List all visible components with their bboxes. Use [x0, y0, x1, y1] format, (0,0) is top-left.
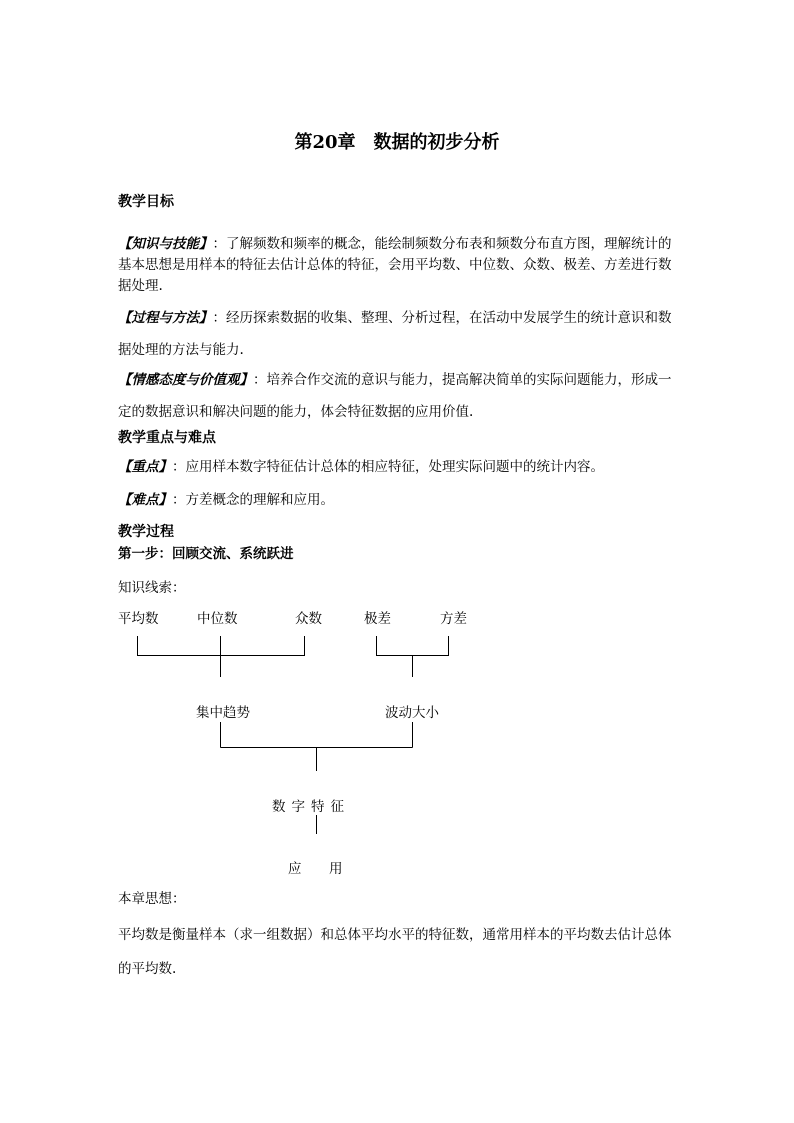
- focus-label: 【重点】: [118, 459, 172, 475]
- diagram-node-central-tendency: 集中趋势: [196, 705, 250, 721]
- diagram-node-range: 极差: [364, 611, 391, 627]
- emotion-value-label: 【情感态度与价值观】: [118, 372, 253, 388]
- knowledge-skill-text: ：了解频数和频率的概念，能绘制频数分布表和频数分布直方图，理解统计的基本思想是用样本的特征去估计总体的特征，会用平均数、中位数、众数、极差、方差进行数据处理.: [118, 236, 672, 294]
- page-title: 第20章 数据的初步分析: [294, 132, 500, 153]
- chapter-idea-text: 平均数是衡量样本（求一组数据）和总体平均水平的特征数，通常用样本的平均数去估计总体的平均数.: [118, 927, 672, 977]
- diagram-node-median: 中位数: [197, 611, 238, 627]
- emotion-value-text: ：培养合作交流的意识与能力，提高解决简单的实际问题能力，形成一定的数据意识和解决问题的能力，体会特征数据的应用价值.: [118, 372, 672, 420]
- diagram-node-variance: 方差: [440, 611, 467, 627]
- difficulty-label: 【难点】: [118, 492, 172, 508]
- process-method-label: 【过程与方法】: [118, 310, 213, 326]
- step-one-heading: 第一步：回顾交流、系统跃进: [118, 546, 294, 562]
- process-method-text: ：经历探索数据的收集、整理、分析过程，在活动中发展学生的统计意识和数据处理的方法与能力.: [118, 310, 672, 358]
- diagram-node-mean: 平均数: [118, 611, 159, 627]
- diagram-node-mode: 众数: [295, 611, 322, 627]
- diagram-node-application-a: 应: [288, 861, 302, 877]
- key-points-heading: 教学重点与难点: [118, 430, 216, 446]
- diagram-node-numeric-features: 数字特征: [272, 799, 350, 815]
- knowledge-skill-label: 【知识与技能】: [118, 236, 213, 252]
- objectives-heading: 教学目标: [118, 194, 174, 210]
- teaching-process-heading: 教学过程: [118, 524, 174, 540]
- diagram-node-application-b: 用: [329, 861, 343, 877]
- difficulty-text: ：方差概念的理解和应用。: [172, 492, 334, 508]
- knowledge-clue-label: 知识线索：: [118, 580, 186, 596]
- bracket-spread-group: [377, 636, 449, 656]
- focus-text: ：应用样本数字特征估计总体的相应特征，处理实际问题中的统计内容。: [172, 459, 604, 475]
- chapter-idea-label: 本章思想：: [118, 891, 186, 907]
- diagram-node-dispersion: 波动大小: [385, 705, 439, 721]
